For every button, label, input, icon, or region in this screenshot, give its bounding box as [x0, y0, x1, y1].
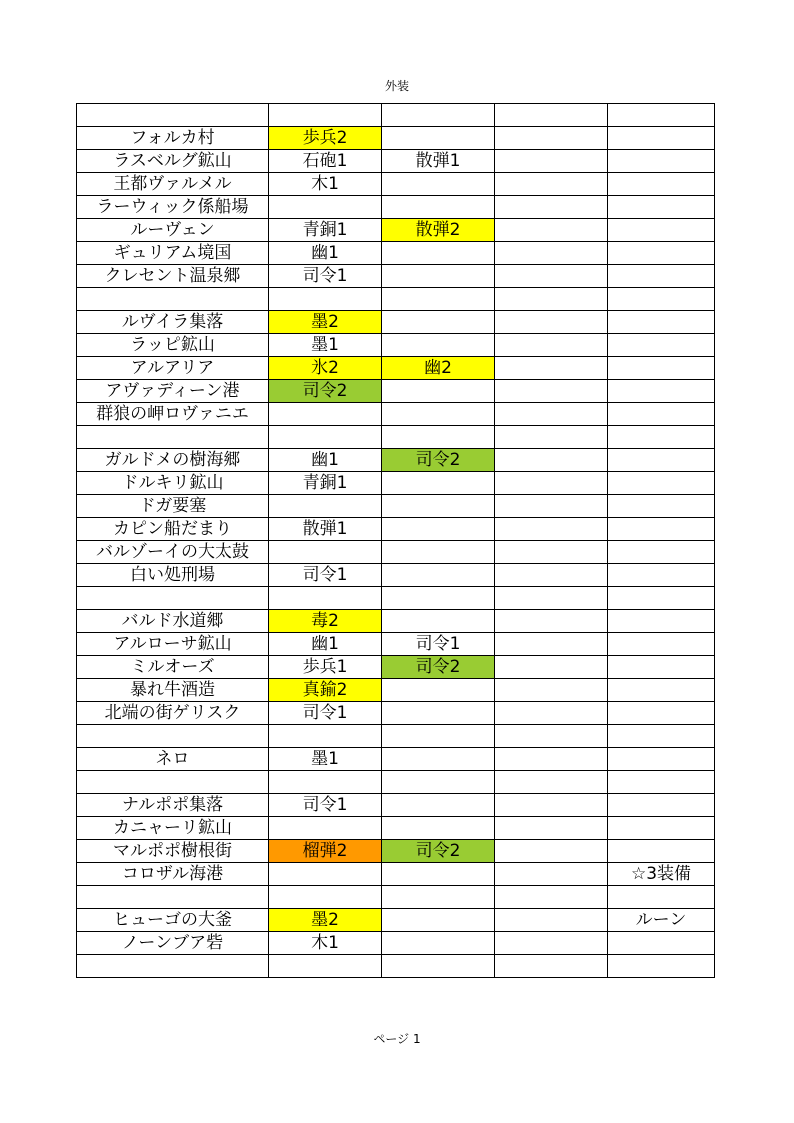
table-cell[interactable]: [382, 725, 495, 748]
table-row: [77, 518, 715, 541]
table-row: [77, 219, 715, 242]
table-cell[interactable]: [382, 334, 495, 357]
table-cell[interactable]: 墨1: [269, 748, 382, 771]
table-row: [77, 656, 715, 679]
table-row: [77, 771, 715, 794]
table-cell[interactable]: [608, 955, 715, 978]
table-cell[interactable]: [495, 104, 608, 127]
table-row: [77, 909, 715, 932]
table-cell[interactable]: [608, 403, 715, 426]
table-cell[interactable]: [495, 633, 608, 656]
location-name-cell[interactable]: ルーヴェン: [77, 219, 269, 242]
location-name-cell[interactable]: フォルカ村: [77, 127, 269, 150]
table-cell[interactable]: [382, 518, 495, 541]
table-cell[interactable]: [495, 426, 608, 449]
table-cell[interactable]: [608, 196, 715, 219]
location-name-cell[interactable]: クレセント温泉郷: [77, 265, 269, 288]
location-name-cell[interactable]: アルローサ鉱山: [77, 633, 269, 656]
table-row: [77, 104, 715, 127]
table-cell[interactable]: [608, 288, 715, 311]
location-name-cell[interactable]: ルヴイラ集落: [77, 311, 269, 334]
table-cell[interactable]: [269, 403, 382, 426]
location-name-cell[interactable]: 北端の街ゲリスク: [77, 702, 269, 725]
table-cell[interactable]: [382, 932, 495, 955]
location-name-cell[interactable]: ドガ要塞: [77, 495, 269, 518]
table-cell[interactable]: [608, 242, 715, 265]
table-cell[interactable]: [495, 679, 608, 702]
table-cell[interactable]: [495, 518, 608, 541]
location-name-cell[interactable]: 白い処刑場: [77, 564, 269, 587]
location-name-cell[interactable]: カピン船だまり: [77, 518, 269, 541]
table-cell[interactable]: [608, 587, 715, 610]
table-cell[interactable]: [608, 633, 715, 656]
table-row: [77, 127, 715, 150]
table-cell[interactable]: [382, 403, 495, 426]
table-cell[interactable]: 榴弾2: [269, 840, 382, 863]
location-name-cell[interactable]: ナルポポ集落: [77, 794, 269, 817]
table-cell[interactable]: 司令1: [269, 265, 382, 288]
table-row: [77, 288, 715, 311]
page-header-title: 外装: [384, 79, 409, 93]
table-row: [77, 863, 715, 886]
table-row: [77, 265, 715, 288]
table-cell[interactable]: 墨1: [269, 334, 382, 357]
location-name-cell[interactable]: [77, 955, 269, 978]
table-cell[interactable]: [495, 886, 608, 909]
table-cell[interactable]: [382, 564, 495, 587]
location-name-cell[interactable]: コロザル海港: [77, 863, 269, 886]
table-cell[interactable]: 木1: [269, 173, 382, 196]
table-row: [77, 794, 715, 817]
table-cell[interactable]: [608, 518, 715, 541]
table-cell[interactable]: [495, 610, 608, 633]
table-row: [77, 886, 715, 909]
table-cell[interactable]: [382, 794, 495, 817]
table-row: [77, 403, 715, 426]
table-row: [77, 587, 715, 610]
table-cell[interactable]: [608, 656, 715, 679]
location-name-cell[interactable]: [77, 587, 269, 610]
table-cell[interactable]: 氷2: [269, 357, 382, 380]
table-cell[interactable]: [495, 909, 608, 932]
table-row: [77, 150, 715, 173]
table-cell[interactable]: [382, 288, 495, 311]
equipment-table: [76, 103, 715, 978]
table-cell[interactable]: 青銅1: [269, 472, 382, 495]
table-row: [77, 380, 715, 403]
location-name-cell[interactable]: [77, 725, 269, 748]
location-name-cell[interactable]: アヴァディーン港: [77, 380, 269, 403]
table-cell[interactable]: [495, 771, 608, 794]
table-row: [77, 932, 715, 955]
table-cell[interactable]: [382, 311, 495, 334]
table-cell[interactable]: 幽2: [382, 357, 495, 380]
location-name-cell[interactable]: ノーンブア砦: [77, 932, 269, 955]
location-name-cell[interactable]: ラッピ鉱山: [77, 334, 269, 357]
table-cell[interactable]: [269, 541, 382, 564]
table-cell[interactable]: [495, 932, 608, 955]
table-cell[interactable]: 石砲1: [269, 150, 382, 173]
table-row: [77, 196, 715, 219]
table-row: [77, 679, 715, 702]
table-cell[interactable]: [382, 955, 495, 978]
table-row: [77, 610, 715, 633]
location-name-cell[interactable]: [77, 104, 269, 127]
table-cell[interactable]: [382, 748, 495, 771]
table-cell[interactable]: [269, 863, 382, 886]
location-name-cell[interactable]: 王都ヴァルメル: [77, 173, 269, 196]
location-name-cell[interactable]: [77, 886, 269, 909]
table-row: [77, 633, 715, 656]
table-cell[interactable]: [269, 817, 382, 840]
location-name-cell[interactable]: ミルオーズ: [77, 656, 269, 679]
table-cell[interactable]: [495, 127, 608, 150]
table-cell[interactable]: [608, 334, 715, 357]
table-cell[interactable]: [608, 564, 715, 587]
table-cell[interactable]: [495, 334, 608, 357]
location-name-cell[interactable]: ガルドメの樹海郷: [77, 449, 269, 472]
table-cell[interactable]: [608, 932, 715, 955]
table-cell[interactable]: [382, 196, 495, 219]
location-name-cell[interactable]: ラーウィック係船場: [77, 196, 269, 219]
table-row: [77, 564, 715, 587]
table-cell[interactable]: [269, 587, 382, 610]
table-cell[interactable]: [495, 495, 608, 518]
table-cell[interactable]: [269, 495, 382, 518]
table-cell[interactable]: 司令1: [269, 794, 382, 817]
table-cell[interactable]: [269, 196, 382, 219]
table-cell[interactable]: 幽1: [269, 633, 382, 656]
table-cell[interactable]: [269, 771, 382, 794]
table-cell[interactable]: [382, 771, 495, 794]
table-cell[interactable]: 歩兵2: [269, 127, 382, 150]
table-cell[interactable]: [608, 771, 715, 794]
table-row: [77, 817, 715, 840]
table-cell[interactable]: [495, 150, 608, 173]
table-cell[interactable]: 墨2: [269, 909, 382, 932]
table-cell[interactable]: 幽1: [269, 242, 382, 265]
table-cell[interactable]: [382, 173, 495, 196]
table-cell[interactable]: [382, 265, 495, 288]
table-cell[interactable]: [608, 380, 715, 403]
table-cell[interactable]: [495, 748, 608, 771]
table-cell[interactable]: [495, 955, 608, 978]
table-row: [77, 541, 715, 564]
table-cell[interactable]: [382, 426, 495, 449]
table-cell[interactable]: [495, 840, 608, 863]
table-cell[interactable]: [608, 449, 715, 472]
table-row: [77, 955, 715, 978]
table-cell[interactable]: [382, 587, 495, 610]
table-cell[interactable]: [269, 886, 382, 909]
table-cell[interactable]: [269, 955, 382, 978]
table-cell[interactable]: [382, 127, 495, 150]
table-cell[interactable]: [608, 357, 715, 380]
location-name-cell[interactable]: [77, 426, 269, 449]
table-row: [77, 748, 715, 771]
table-cell[interactable]: [495, 817, 608, 840]
table-cell[interactable]: [608, 472, 715, 495]
table-cell[interactable]: [382, 886, 495, 909]
table-cell[interactable]: [495, 794, 608, 817]
location-name-cell[interactable]: カニャーリ鉱山: [77, 817, 269, 840]
table-cell[interactable]: [608, 127, 715, 150]
table-row: [77, 173, 715, 196]
table-row: [77, 311, 715, 334]
table-cell[interactable]: 幽1: [269, 449, 382, 472]
table-cell[interactable]: [608, 426, 715, 449]
location-name-cell[interactable]: [77, 288, 269, 311]
table-cell[interactable]: [269, 725, 382, 748]
table-cell[interactable]: [269, 426, 382, 449]
table-cell[interactable]: [608, 495, 715, 518]
table-cell[interactable]: [608, 541, 715, 564]
table-cell[interactable]: 青銅1: [269, 219, 382, 242]
location-name-cell[interactable]: 群狼の岬ロヴァニエ: [77, 403, 269, 426]
table-row: [77, 357, 715, 380]
table-cell[interactable]: [382, 863, 495, 886]
table-cell[interactable]: [608, 173, 715, 196]
table-cell[interactable]: [608, 702, 715, 725]
table-cell[interactable]: [495, 449, 608, 472]
table-cell[interactable]: [608, 725, 715, 748]
table-cell[interactable]: [608, 219, 715, 242]
location-name-cell[interactable]: アルアリア: [77, 357, 269, 380]
table-cell[interactable]: [382, 380, 495, 403]
location-name-cell[interactable]: ネロ: [77, 748, 269, 771]
table-cell[interactable]: 木1: [269, 932, 382, 955]
table-cell[interactable]: [608, 840, 715, 863]
table-row: [77, 334, 715, 357]
table-cell[interactable]: [269, 104, 382, 127]
location-name-cell[interactable]: ギュリアム境国: [77, 242, 269, 265]
table-cell[interactable]: [608, 150, 715, 173]
table-cell[interactable]: 真鍮2: [269, 679, 382, 702]
table-cell[interactable]: [495, 311, 608, 334]
table-cell[interactable]: [495, 265, 608, 288]
table-cell[interactable]: 司令2: [382, 840, 495, 863]
table-row: [77, 426, 715, 449]
table-cell[interactable]: [495, 196, 608, 219]
table-cell[interactable]: [382, 472, 495, 495]
table-cell[interactable]: 歩兵1: [269, 656, 382, 679]
table-cell[interactable]: [382, 679, 495, 702]
table-cell[interactable]: 司令2: [269, 380, 382, 403]
table-cell[interactable]: [495, 564, 608, 587]
table-cell[interactable]: [382, 104, 495, 127]
table-cell[interactable]: [495, 173, 608, 196]
table-row: [77, 472, 715, 495]
table-cell[interactable]: [608, 311, 715, 334]
location-name-cell[interactable]: [77, 771, 269, 794]
table-cell[interactable]: [495, 656, 608, 679]
table-cell[interactable]: [495, 242, 608, 265]
table-cell[interactable]: [608, 104, 715, 127]
location-name-cell[interactable]: マルポポ樹根街: [77, 840, 269, 863]
table-cell[interactable]: [382, 702, 495, 725]
table-cell[interactable]: ルーン: [608, 909, 715, 932]
table-body: [77, 104, 715, 978]
table-row: [77, 242, 715, 265]
table-cell[interactable]: [382, 909, 495, 932]
table-cell[interactable]: [382, 610, 495, 633]
table-cell[interactable]: [495, 219, 608, 242]
table-row: [77, 725, 715, 748]
table-cell[interactable]: [495, 725, 608, 748]
table-cell[interactable]: [495, 403, 608, 426]
table-cell[interactable]: [269, 288, 382, 311]
table-cell[interactable]: [382, 495, 495, 518]
table-cell[interactable]: [495, 288, 608, 311]
table-cell[interactable]: 墨2: [269, 311, 382, 334]
table-cell[interactable]: [608, 886, 715, 909]
table-cell[interactable]: [608, 265, 715, 288]
table-cell[interactable]: [495, 863, 608, 886]
table-cell[interactable]: ☆3装備: [608, 863, 715, 886]
location-name-cell[interactable]: バルゾーイの大太鼓: [77, 541, 269, 564]
table-cell[interactable]: [382, 817, 495, 840]
table-row: [77, 495, 715, 518]
table-cell[interactable]: [495, 702, 608, 725]
table-cell[interactable]: [495, 587, 608, 610]
table-cell[interactable]: [495, 472, 608, 495]
table-cell[interactable]: [495, 357, 608, 380]
table-cell[interactable]: [608, 679, 715, 702]
table-cell[interactable]: 毒2: [269, 610, 382, 633]
page-number: ページ 1: [373, 1032, 421, 1046]
location-name-cell[interactable]: ヒューゴの大釜: [77, 909, 269, 932]
table-cell[interactable]: [495, 541, 608, 564]
table-cell[interactable]: 司令1: [269, 564, 382, 587]
table-cell[interactable]: [608, 748, 715, 771]
table-cell[interactable]: [608, 794, 715, 817]
location-name-cell[interactable]: 暴れ牛酒造: [77, 679, 269, 702]
table-cell[interactable]: [382, 242, 495, 265]
table-row: [77, 449, 715, 472]
table-cell[interactable]: [608, 610, 715, 633]
location-name-cell[interactable]: バルド水道郷: [77, 610, 269, 633]
table-cell[interactable]: [608, 817, 715, 840]
table-row: [77, 840, 715, 863]
table-cell[interactable]: 司令1: [269, 702, 382, 725]
table-cell[interactable]: 司令1: [382, 633, 495, 656]
table-cell[interactable]: [382, 541, 495, 564]
location-name-cell[interactable]: ラスベルグ鉱山: [77, 150, 269, 173]
table-cell[interactable]: 散弾1: [382, 150, 495, 173]
table-cell[interactable]: 司令2: [382, 656, 495, 679]
table-cell[interactable]: [495, 380, 608, 403]
table-cell[interactable]: 司令2: [382, 449, 495, 472]
table-cell[interactable]: 散弾2: [382, 219, 495, 242]
table-row: [77, 702, 715, 725]
table-cell[interactable]: 散弾1: [269, 518, 382, 541]
location-name-cell[interactable]: ドルキリ鉱山: [77, 472, 269, 495]
